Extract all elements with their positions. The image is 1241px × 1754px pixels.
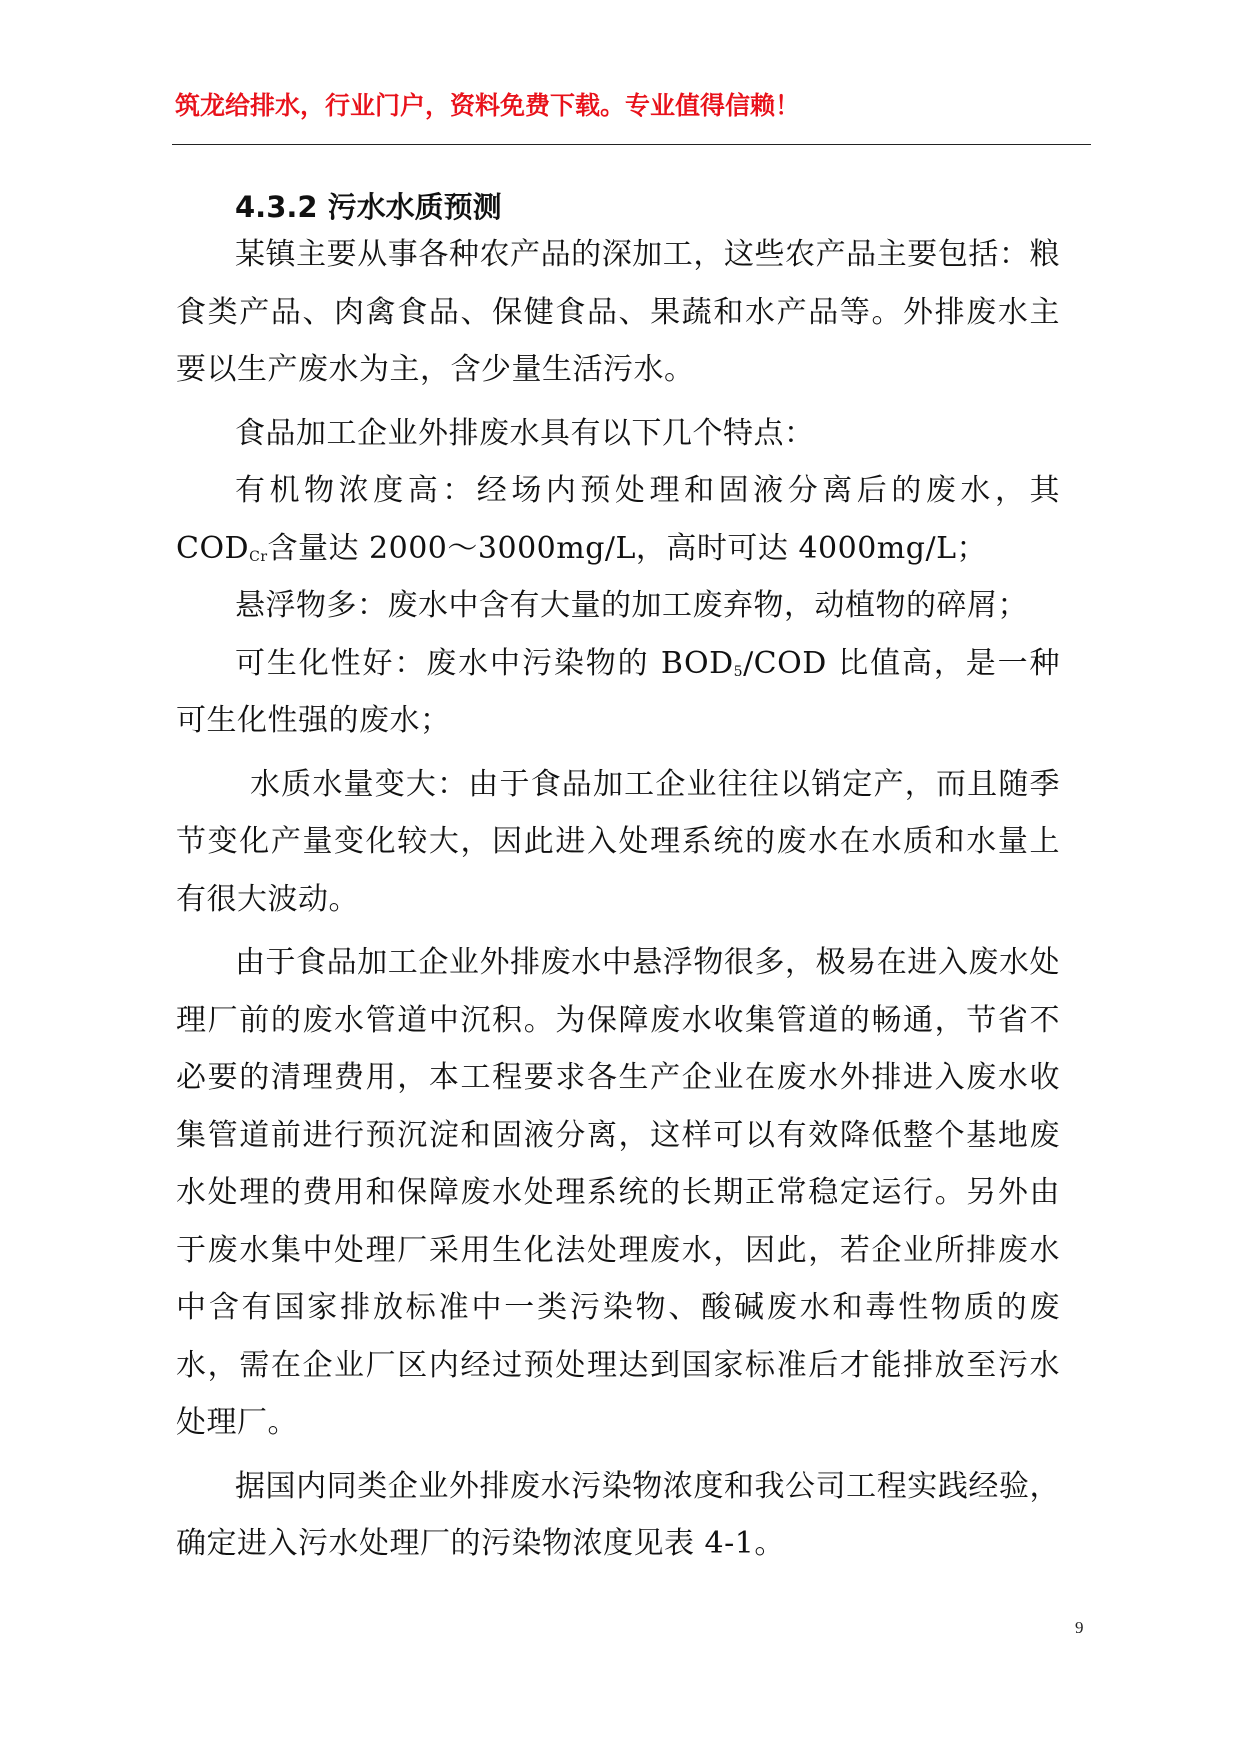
bod-subscript: 5 [733,663,744,680]
header-banner: 筑龙给排水，行业门户，资料免费下载。专业值得信赖！ [175,91,801,120]
bod-text-before: 可生化性好：废水中污染物的 BOD [235,645,734,681]
cod-subscript: Cr [249,548,268,565]
paragraph-table-reference: 据国内同类企业外排废水污染物浓度和我公司工程实践经验，确定进入污水处理厂的污染物浓度见表 4-1。 [176,1468,1060,1561]
page-number: 9 [1075,1618,1084,1637]
bod-text-after: /COD 比值高，是一种可生化性强的废水； [176,645,1060,738]
paragraph-intro: 某镇主要从事各种农产品的深加工，这些农产品主要包括：粮食类产品、肉禽食品、保健食品、果蔬和水产品等。外排废水主要以生产废水为主，含少量生活污水。 [176,237,1060,387]
paragraph-biodegradability [176,635,1060,750]
paragraph-pretreatment: 由于食品加工企业外排废水中悬浮物很多，极易在进入废水处理厂前的废水管道中沉积。为保障废水收集管道的畅通，节省不必要的清理费用，本工程要求各生产企业在废水外排进入废水收集管道前进行预沉淀和固液分离，这样可以有效降低整个基地废水处理的费用和保障废水处理系统的长期正常稳定运行。另外由于废水集中处理厂采用生化法处理废水，因此，若企业所排废水中含有国家排放标准中一类污染物、酸碱废水和毒性物质的废水，需在企业厂区内经过预处理达到国家标准后才能排放至污水处理厂。 [176,945,1060,1440]
paragraph-quality-variation: 水质水量变大：由于食品加工企业往往以销定产，而且随季节变化产量变化较大，因此进入处理系统的废水在水质和水量上有很大波动。 [176,766,1060,917]
paragraph-suspended-solids: 悬浮物多：废水中含有大量的加工废弃物，动植物的碎屑； [235,588,1028,623]
cod-text-after: 含量达 2000～3000mg/L，高时可达 4000mg/L； [267,530,987,566]
paragraph-high-organic [176,462,1060,577]
paragraph-features-lead: 食品加工企业外排废水具有以下几个特点： [235,415,815,451]
header-divider [172,144,1091,145]
document-body [176,190,1060,1573]
cod-text-before: 有机物浓度高：经场内预处理和固液分离后的废水，其 COD [176,473,1060,566]
section-heading: 4.3.2 污水水质预测 [235,190,502,224]
